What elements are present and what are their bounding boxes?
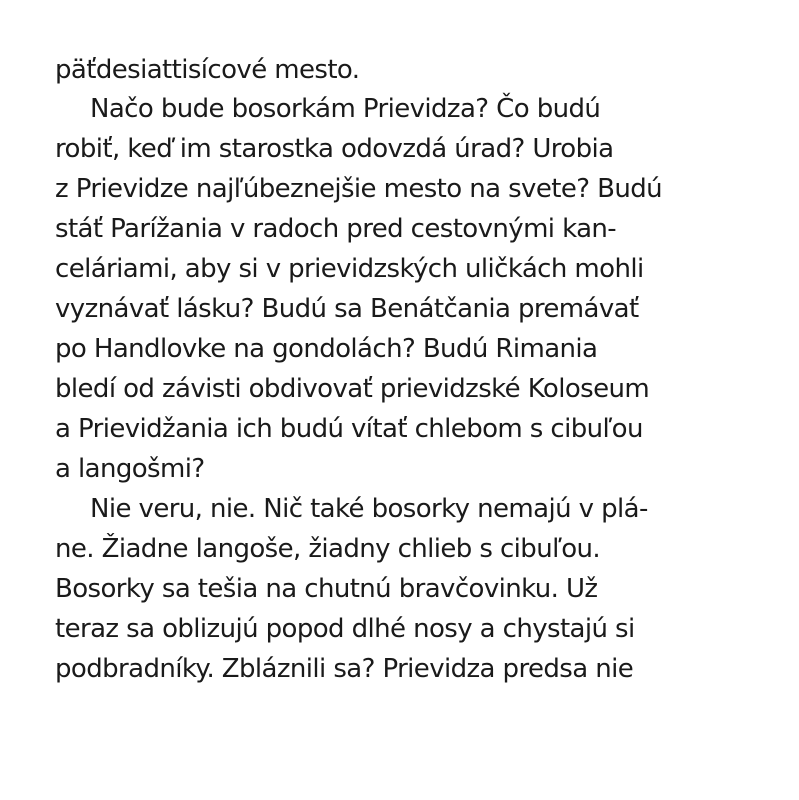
text-line: teraz sa oblizujú popod dlhé nosy a chystajú si xyxy=(55,614,635,644)
text-line: päťdesiattisícové mesto. xyxy=(55,55,360,85)
text-line: ne. Žiadne langoše, žiadny chlieb s cibuľou. xyxy=(55,534,601,564)
text-line: bledí od závisti obdivovať prievidzské Koloseum xyxy=(55,374,650,404)
text-line: a langošmi? xyxy=(55,454,205,484)
text-line: po Handlovke na gondolách? Budú Rimania xyxy=(55,334,598,364)
text-line: z Prievidze najľúbeznejšie mesto na svete? Budú xyxy=(55,174,662,204)
text-line: celáriami, aby si v prievidzských uličkách mohli xyxy=(55,254,644,284)
text-line: Bosorky sa tešia na chutnú bravčovinku. Už xyxy=(55,574,598,604)
text-line: stáť Parížania v radoch pred cestovnými kan- xyxy=(55,214,617,244)
text-line: a Prievidžania ich budú vítať chlebom s cibuľou xyxy=(55,414,643,444)
text-line: Nie veru, nie. Nič také bosorky nemajú v plá- xyxy=(90,494,648,524)
text-line: robiť, keď im starostka odovzdá úrad? Urobia xyxy=(55,134,614,164)
text-line: vyznávať lásku? Budú sa Benátčania premávať xyxy=(55,294,639,324)
text-line: podbradníky. Zbláznili sa? Prievidza predsa nie xyxy=(55,654,634,684)
text-line: Načo bude bosorkám Prievidza? Čo budú xyxy=(90,94,601,124)
